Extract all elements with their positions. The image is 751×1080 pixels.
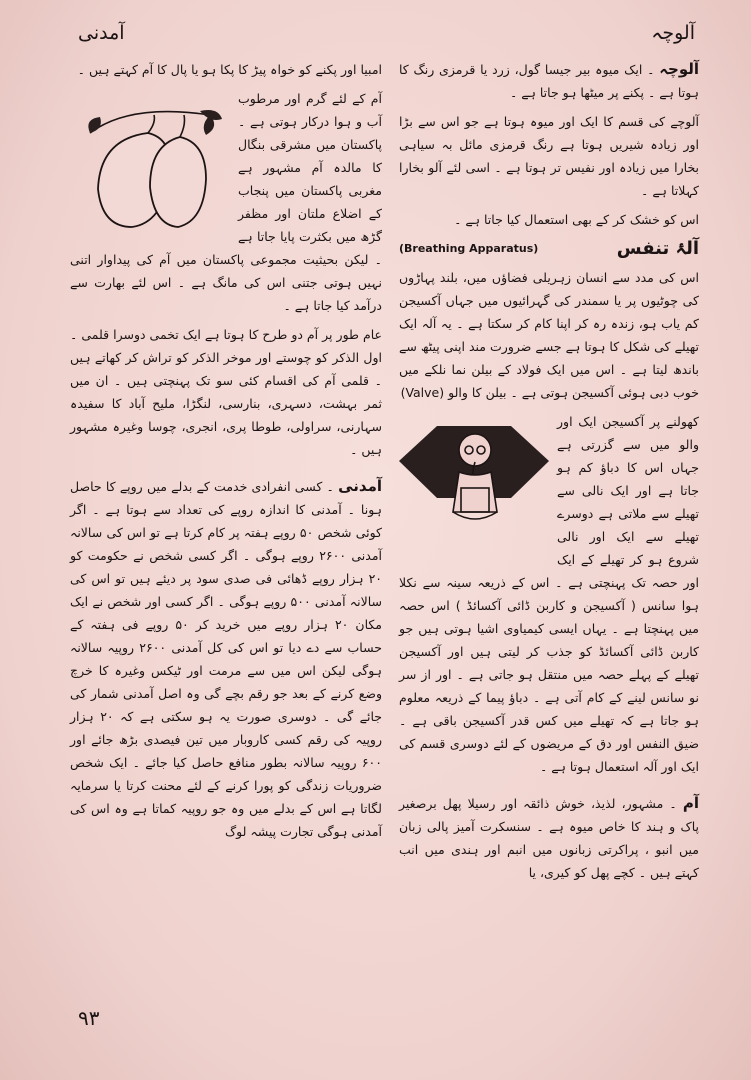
paragraph-aam-names: امبیا اور پکنے کو خواہ پیڑ کا پکا ہو یا پال کا آم کہتے ہیں ۔ (77, 62, 382, 77)
left-column (70, 58, 382, 849)
english-term-breathing: (Breathing Apparatus) (399, 242, 539, 255)
breathing-apparatus-illustration (399, 416, 549, 566)
aam-climate-text: آم کے لئے گرم اور مرطوب آب و ہوا درکار ہوتی ہے ۔ پاکستان میں مشرقی بنگال کا مالدہ آم مشہور ہے مغربی پاکستان میں پنجاب کے اضلاع ملتان اور مظفر گڑھ میں بکثرت پایا جاتا ہے ۔ لیکن بحیثیت مجموعی پاکستان میں آم کی پیداوار اتنی نہیں ہوتی جتنی اس کی مانگ ہے ۔ اس لئے بھارت سے درآمد کیا جاتا ہے ۔ (70, 91, 382, 313)
paragraph-breathing-1 (399, 266, 699, 404)
entry-text-aam: ۔ مشہور، لذیذ، خوش ذائقہ اور رسیلا پھل برصغیر پاک و ہند کا خاص میوہ ہے ۔ سنسکرت آمیز پالی زبان میں انبو ، پراکرتی زبانوں میں انبم اور ہندی میں انب کہتے ہیں ۔ کچے پھل کو کیری، یا (399, 796, 699, 880)
mango-illustration (70, 93, 230, 243)
running-header-right: آلوچہ (651, 22, 695, 44)
entry-heading-aam: آم (682, 794, 699, 812)
entry-text-aamdani: ۔ کسی انفرادی خدمت کے بدلے میں روپے کا حاصل ہونا ۔ آمدنی کا اندازہ روپے کی تعداد سے ہوتا ہے ۔ اگر کوئی شخص ۵۰ روپے ہفتہ پر کام کرتا ہے تو اس کی سالانہ آمدنی ۲۶۰۰ روپے ہوگی ۔ اگر کسی شخص نے حکومت کو ۲۰ ہزار روپے ڈھائی فی صدی سود پر دیئے ہیں تو اس کی سالانہ آمدنی ۵۰۰ روپے ہوگی ۔ اگر کسی اور شخص نے ایک مکان ۲۰ ہزار روپے میں خرید کر ۵۰ روپے فی ہفتہ کے حساب سے دے دیا تو اس کی کل آمدنی ۲۶۰۰ روپیہ سالانہ ہوگی لیکن اس میں سے مرمت اور ٹیکس وغیرہ کا خرچ وضع کرنے کے بعد جو رقم بچے گی وہ اصل آمدنی شمار کی جائے گی ۔ دوسری صورت یہ ہو سکتی ہے کہ ۲۰ ہزار روپیہ کی رقم کسی کاروبار میں تین فیصدی بڑھ جائے اور ۶۰۰ روپیہ سالانہ بطور منافع حاصل کیا جائے ۔ ایک شخص ضروریات زندگی کو پورا کرنے کے لئے محنت کرتا یا سرمایہ لگاتا ہے اس کے بدلے میں وہ جو روپیہ کماتا ہے وہ اس کی آمدنی ہوگی تجارت پیشہ لوگ (70, 479, 383, 839)
entry-aloocha (399, 58, 699, 104)
english-term-valve: (Valve) (400, 385, 445, 400)
entry-aam (399, 792, 699, 884)
breathing-text-2: کھولنے پر آکسیجن ایک اور والو میں سے گزرتی ہے جہاں اس کا دباؤ کم ہو جاتا ہے اور ایک نالی سے تھیلے سے ملاتی ہے دوسرے تھیلے سے ایک اور نالی شروع ہو کر تھیلے کے ایک اور حصہ تک پہنچتی ہے ۔ اس کے ذریعہ سینہ سے نکلا ہوا سانس ( آکسیجن و کاربن ڈائی آکسائڈ ) اس حصہ میں پہنچتا ہے ۔ یہاں ایسی کیمیاوی اشیا ہوتی ہیں جو کاربن ڈائی آکسائڈ کو جذب کر لیتی ہیں اور آکسیجن تھیلے کے پہلے حصہ میں منتقل ہو جاتی ہے ۔ اور از سر نو سانس لینے کے کام آتی ہے ۔ دباؤ پیما کے ذریعہ معلوم ہو جاتا ہے کہ تھیلے میں کس قدر آکسیجن باقی ہے ۔ ضیق النفس اور دق کے مریضوں کے لئے دوسری قسم کی ایک اور آلہ استعمال ہوتا ہے ۔ (399, 414, 699, 774)
entry-text-aloocha: ۔ ایک میوہ بیر جیسا گول، زرد یا قرمزی رنگ کا ہوتا ہے ۔ پکنے پر میٹھا ہو جاتا ہے ۔ (399, 62, 699, 100)
paragraph-aam-climate (70, 87, 382, 317)
page-number: ۹۳ (78, 1006, 100, 1030)
entry-heading-row-breathing (399, 237, 699, 260)
paragraph-breathing-2 (399, 410, 699, 778)
paragraph-aloo-bukhara: آلوچے کی قسم کا ایک اور میوہ ہوتا ہے جو اس سے بڑا اور زیادہ شیریں ہوتا ہے رنگ قرمزی مائل بہ سیاہی بخارا میں زیادہ اور نفیس تر ہوتا ہے ۔ اسی لئے آلو بخارا کہلاتا ہے ۔ (399, 114, 699, 198)
right-column (399, 58, 699, 890)
entry-heading-breathing: آلۂ تنفس (616, 238, 699, 259)
breathing-text-1: اس کی مدد سے انسان زہریلی فضاؤں میں، بلند پہاڑوں کی چوٹیوں پر یا سمندر کی گہرائیوں میں جہاں آکسیجن کم یاب ہو، زندہ رہ کر اپنا کام کر سکتا ہے ۔ یہ آلہ ایک تھیلے کی شکل کا ہوتا ہے جسے ضرورت مند اپنی پیٹھ سے باندھ لیتا ہے ۔ اس میں ایک فولاد کے بیلن نما نلکے میں خوب دبی ہوئی آکسیجن ہوتی ہے ۔ بیلن کا والو (399, 270, 699, 400)
running-header-left: آمدنی (78, 22, 125, 44)
paragraph-dried-use: اس کو خشک کر کے بھی استعمال کیا جاتا ہے ۔ (454, 212, 699, 227)
entry-heading-aamdani: آمدنی (338, 477, 382, 495)
entry-heading-aloocha: آلوچہ (659, 60, 699, 78)
entry-aamdani (70, 475, 382, 843)
paragraph-aam-varieties: عام طور پر آم دو طرح کا ہوتا ہے ایک تخمی دوسرا قلمی ۔ اول الذکر کو چوستے اور موخر الذکر کو تراش کر کھاتے ہیں ۔ قلمی آم کی اقسام کئی سو تک پہنچتی ہیں ۔ ان میں ثمر بہشت، دسہری، بنارسی، لنگڑا، ملیح آباد کا سفیدہ سہارنی، سراولی، طوطا پری، انجری، چوسا وغیرہ مشہور ہیں ۔ (70, 327, 382, 457)
